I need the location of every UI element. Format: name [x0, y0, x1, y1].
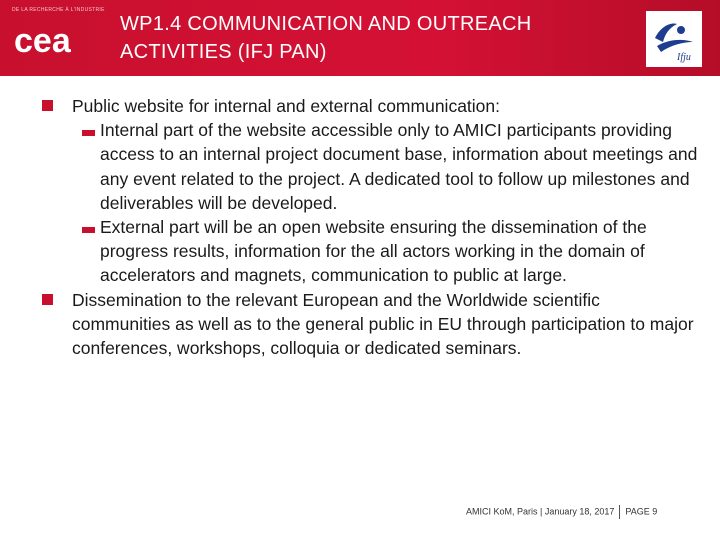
- bullet-1-text: Public website for internal and external communication:: [72, 96, 500, 116]
- bullet-1: [42, 94, 702, 118]
- footer-event: AMICI KoM, Paris | January 18, 2017: [466, 506, 615, 517]
- ifj-logo: [646, 11, 702, 67]
- page-number: PAGE 9: [625, 506, 658, 517]
- slide-body: [42, 94, 702, 360]
- bullet-2-text: Dissemination to the relevant European and the Worldwide scientific communities as well as to the general public in EU through participation to major conferences, workshops, colloquia or dedicated seminars.: [72, 289, 694, 359]
- sub-bullet-dash-icon: [82, 227, 95, 233]
- bullet-square-icon: [42, 100, 53, 111]
- bullet-2: [42, 288, 702, 361]
- cea-logo-text: cea: [14, 22, 71, 60]
- footer-divider: [619, 505, 620, 519]
- sub-bullet-1-text: Internal part of the website accessible only to AMICI participants providing access to an internal project document base, information about meetings and any event related to the project. A dedicated tool to follow up milestones and deliverables will be developed.: [100, 120, 698, 213]
- sub-bullet-dash-icon: [82, 130, 95, 136]
- sub-bullet-1: [42, 118, 702, 215]
- org-tagline: DE LA RECHERCHE À L'INDUSTRIE: [12, 7, 105, 13]
- sub-bullet-2-text: External part will be an open website ensuring the dissemination of the progress results, information for the all actors working in the domain of accelerators and magnets, communication to public at large.: [100, 217, 647, 286]
- footer: [466, 505, 657, 521]
- cea-logo: [14, 22, 94, 58]
- bullet-square-icon: [42, 294, 53, 305]
- header-bar: [0, 0, 720, 76]
- slide-title: [120, 10, 620, 66]
- sub-bullet-2: [42, 215, 702, 288]
- ifj-logo-text: Ifju: [677, 52, 691, 63]
- slide-title-line-2: ACTIVITIES (IFJ PAN): [120, 41, 327, 63]
- slide-title-line-1: WP1.4 COMMUNICATION AND OUTREACH: [120, 13, 532, 35]
